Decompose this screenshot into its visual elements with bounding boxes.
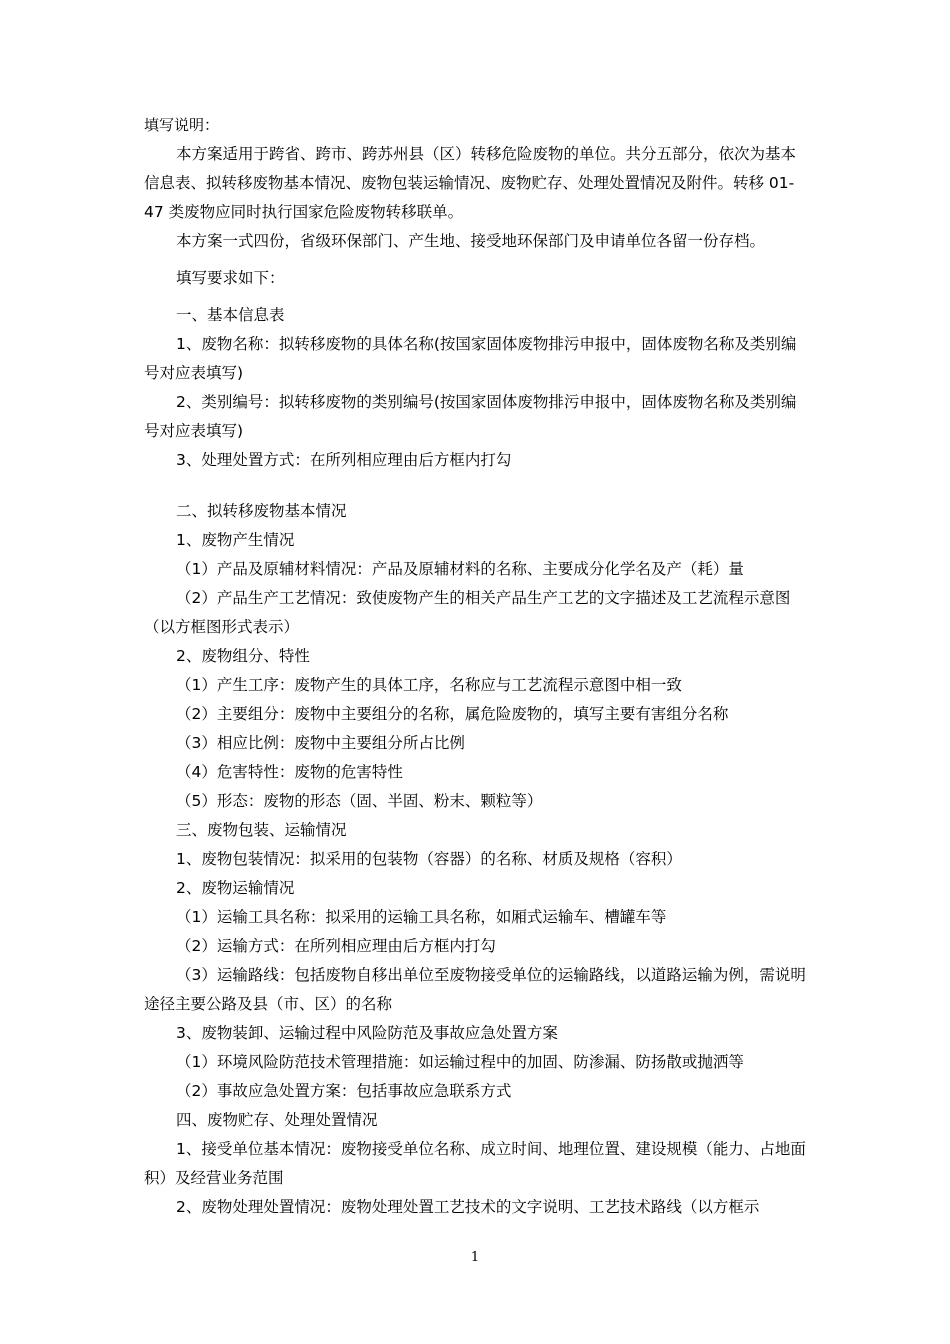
list-item: （1）产品及原辅材料情况：产品及原辅材料的名称、主要成分化学名及产（耗）量 <box>176 560 744 578</box>
document-body <box>144 115 810 1222</box>
list-item: 2、废物处理处置情况：废物处理处置工艺技术的文字说明、工艺技术路线（以方框示 <box>176 1198 760 1216</box>
section-title-storage-disposal: 四、废物贮存、处理处置情况 <box>176 1111 378 1129</box>
list-item: 3、废物装卸、运输过程中风险防范及事故应急处置方案 <box>176 1024 558 1042</box>
section-title-waste-basics: 二、拟转移废物基本情况 <box>176 502 347 520</box>
list-item: （2）运输方式：在所列相应理由后方框内打勾 <box>176 937 496 955</box>
intro-paragraph-copies: 本方案一式四份，省级环保部门、产生地、接受地环保部门及申请单位各留一份存档。 <box>176 232 766 250</box>
list-item: （2）主要组分：废物中主要组分的名称，属危险废物的，填写主要有害组分名称 <box>176 705 729 723</box>
section-title-basic-info: 一、基本信息表 <box>176 306 285 324</box>
list-item: 3、处理处置方式：在所列相应理由后方框内打勾 <box>176 451 512 469</box>
intro-paragraph-requirements: 填写要求如下： <box>176 269 285 287</box>
list-item: （1）产生工序：废物产生的具体工序，名称应与工艺流程示意图中相一致 <box>176 676 682 694</box>
list-item: （3）运输路线：包括废物自移出单位至废物接受单位的运输路线，以道路运输为例，需说明途径主要公路及县（市、区）的名称 <box>144 966 806 1013</box>
list-item: （3）相应比例：废物中主要组分所占比例 <box>176 734 465 752</box>
intro-paragraph-scope: 本方案适用于跨省、跨市、跨苏州县（区）转移危险废物的单位。共分五部分，依次为基本信息表、拟转移废物基本情况、废物包装运输情况、废物贮存、处理处置情况及附件。转移 01-47 类废物应同时执行国家危险废物转移联单。 <box>144 145 797 221</box>
list-item: （2）产品生产工艺情况：致使废物产生的相关产品生产工艺的文字描述及工艺流程示意图（以方框图形式表示） <box>144 589 791 636</box>
page-number: 1 <box>470 1250 480 1265</box>
list-item: （4）危害特性：废物的危害特性 <box>176 763 403 781</box>
list-item: 1、废物产生情况 <box>176 531 295 549</box>
list-item: 2、废物运输情况 <box>176 879 295 897</box>
section-title-packaging-transport: 三、废物包装、运输情况 <box>176 821 347 839</box>
list-item: 1、接受单位基本情况：废物接受单位名称、成立时间、地理位置、建设规模（能力、占地面积）及经营业务范围 <box>144 1140 806 1187</box>
list-item: （1）运输工具名称：拟采用的运输工具名称，如厢式运输车、槽罐车等 <box>176 908 667 926</box>
list-item: 1、废物名称：拟转移废物的具体名称(按国家固体废物排污申报中，固体废物名称及类别编号对应表填写) <box>144 335 797 382</box>
list-item: （5）形态：废物的形态（固、半固、粉末、颗粒等） <box>176 792 543 810</box>
list-item: 2、类别编号：拟转移废物的类别编号(按国家固体废物排污申报中，固体废物名称及类别编号对应表填写) <box>144 393 797 440</box>
list-item: 2、废物组分、特性 <box>176 647 310 665</box>
list-item: 1、废物包装情况：拟采用的包装物（容器）的名称、材质及规格（容积） <box>176 850 682 868</box>
list-item: （2）事故应急处置方案：包括事故应急联系方式 <box>176 1082 512 1100</box>
list-item: （1）环境风险防范技术管理措施：如运输过程中的加固、防渗漏、防扬散或抛洒等 <box>176 1053 744 1071</box>
instructions-heading: 填写说明： <box>144 116 220 134</box>
